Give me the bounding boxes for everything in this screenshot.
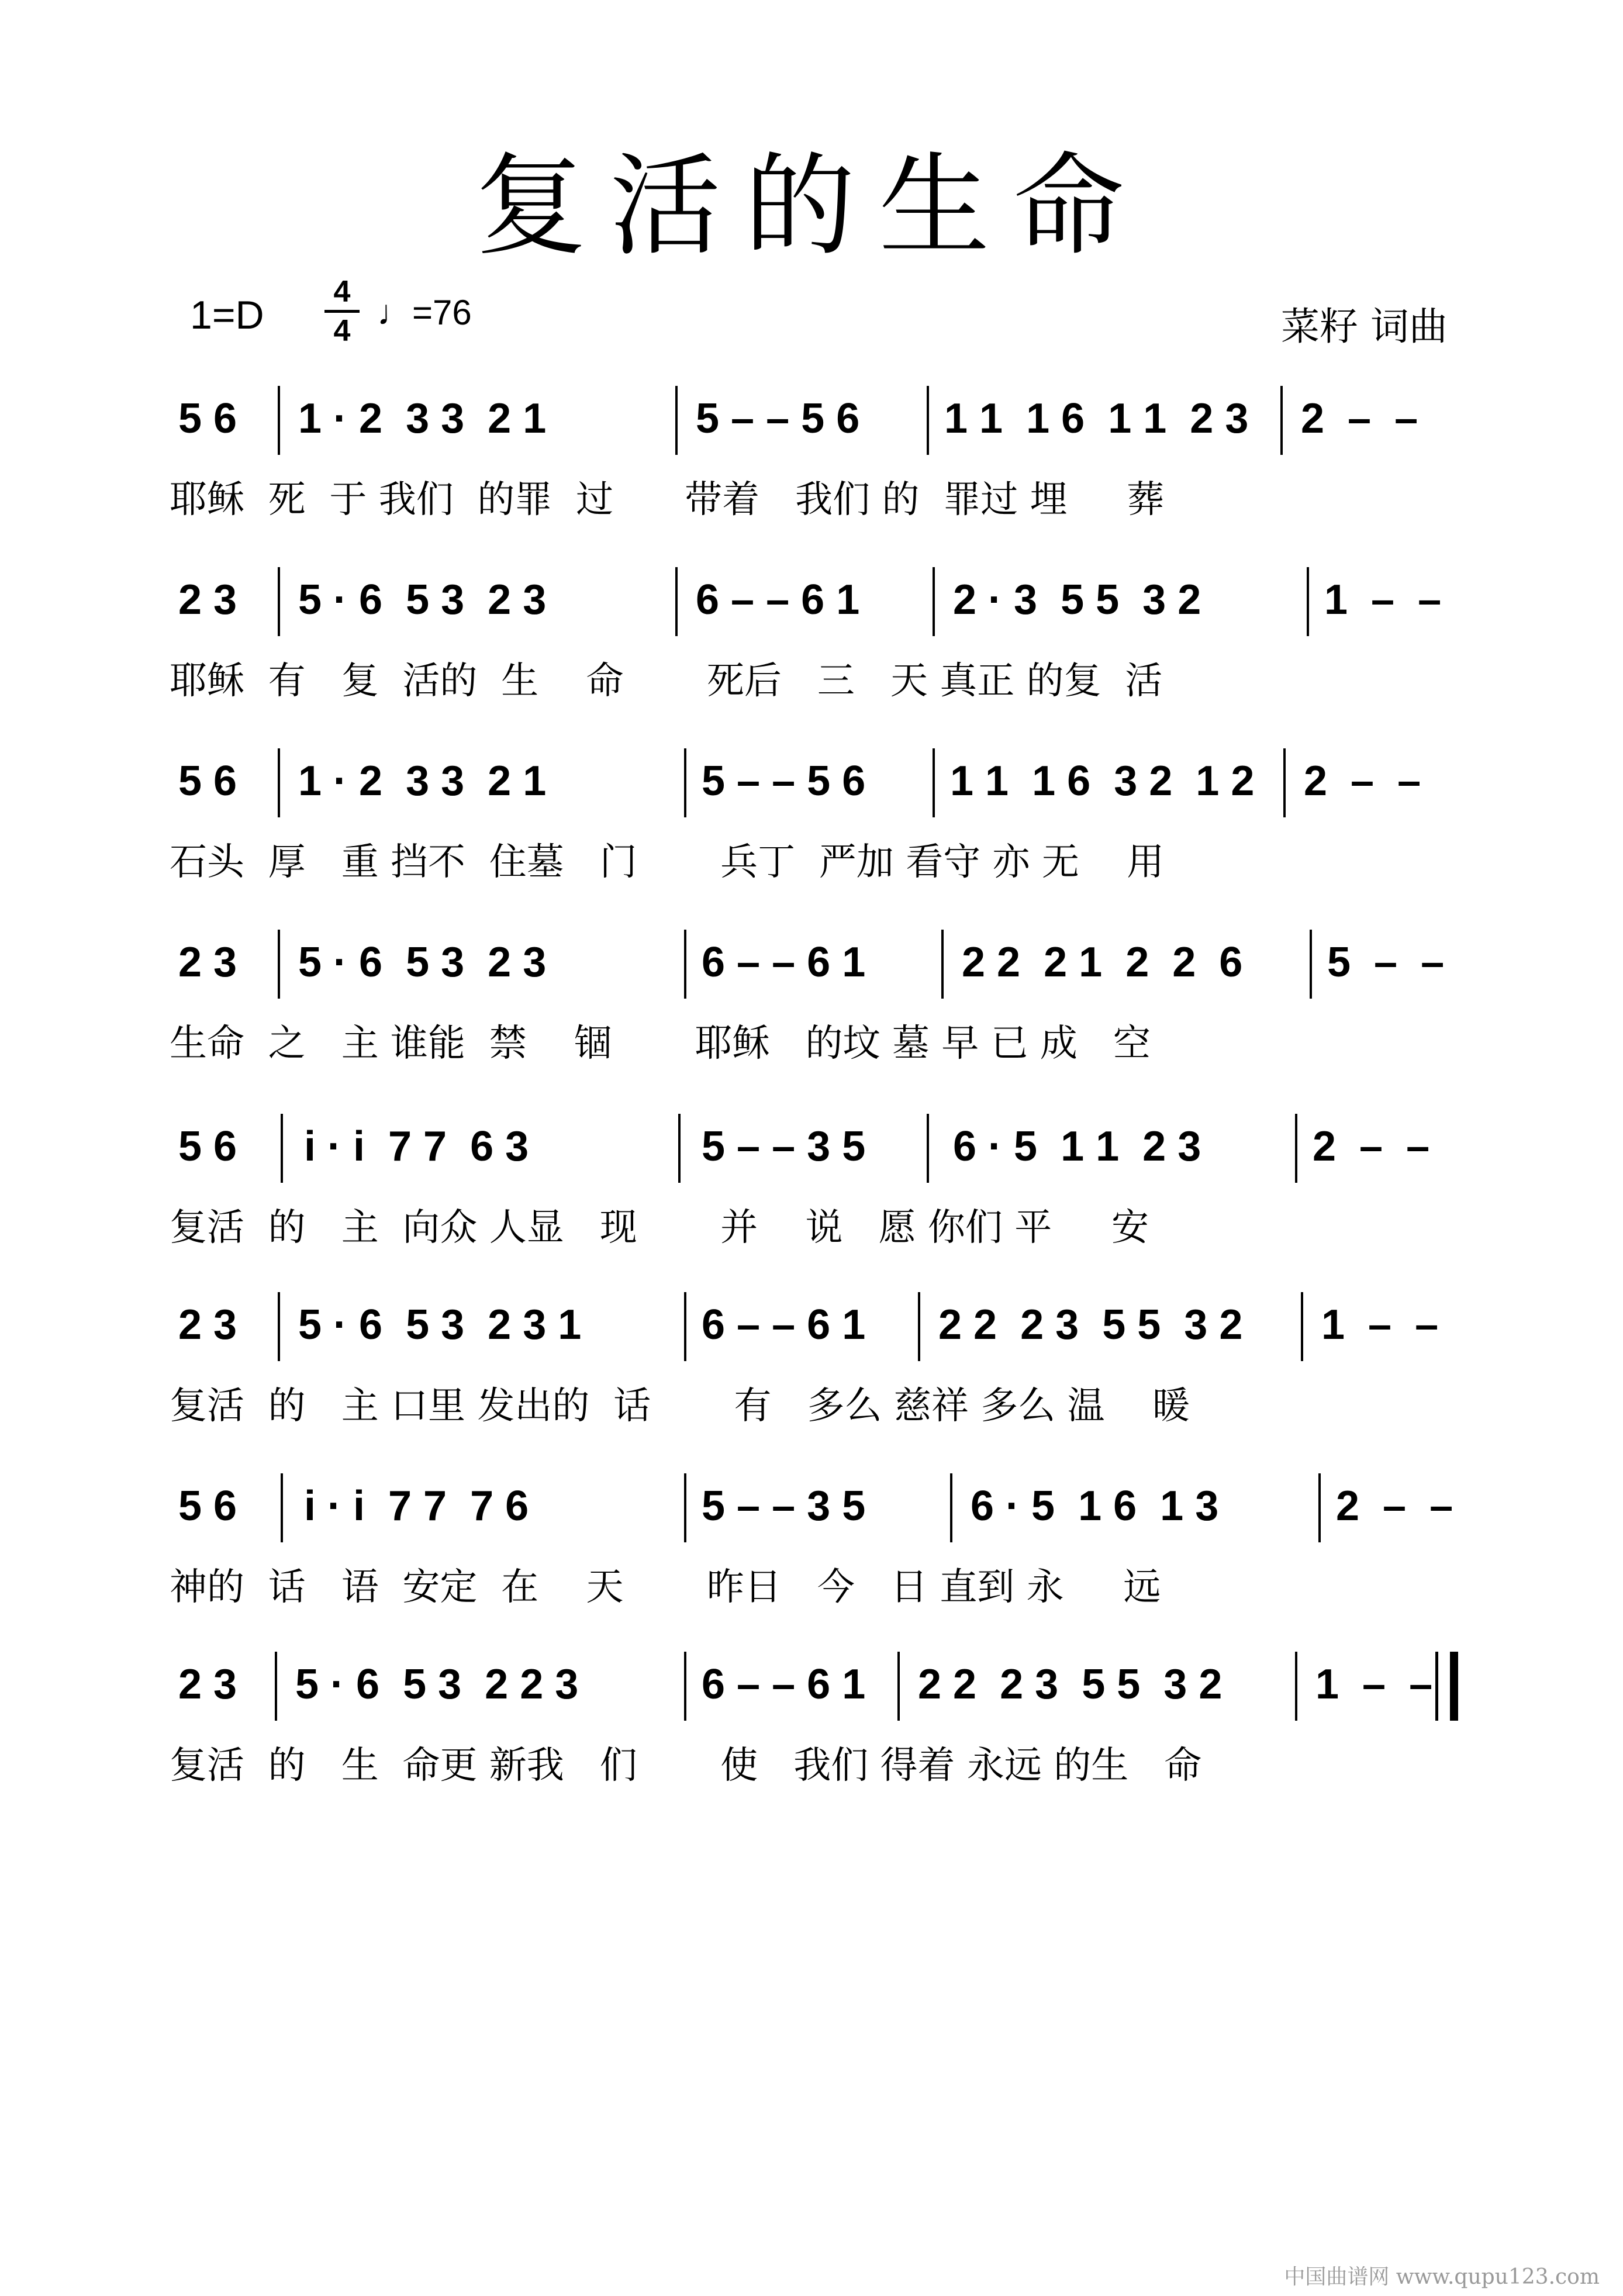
barline xyxy=(1283,748,1286,817)
barline xyxy=(684,1292,686,1361)
lyric-line: 耶稣 死 于 我们 的罪 过 带着 我们 的 罪过 埋 葬 xyxy=(170,478,1165,522)
meter-bottom: 4 xyxy=(333,314,351,348)
measure: 6 – – 6 1 xyxy=(696,576,860,623)
barline xyxy=(281,1473,283,1542)
measure: 5 – – 3 5 xyxy=(702,1483,866,1529)
barline xyxy=(933,567,935,636)
music-system xyxy=(0,1663,1623,1839)
measure: 5 – – xyxy=(1327,939,1445,986)
lyric-line: 石头 厚 重 挡不 住墓 门 兵丁 严加 看守 亦 无 用 xyxy=(170,841,1165,884)
lyric-line: 神的 话 语 安定 在 天 昨日 今 日 直到 永 远 xyxy=(170,1566,1161,1609)
measure: 2 2 2 3 5 5 3 2 xyxy=(918,1661,1223,1708)
composer-credit: 菜籽 词曲 xyxy=(1281,304,1448,349)
measure: 2 – – xyxy=(1301,395,1418,442)
barline xyxy=(1295,1652,1297,1721)
barline xyxy=(933,748,935,817)
pickup-measure: 2 3 xyxy=(178,1661,237,1708)
lyric-line: 生命 之 主 谁能 禁 锢 耶稣 的坟 墓 早 已 成 空 xyxy=(170,1022,1151,1065)
measure: 6 – – 6 1 xyxy=(702,1301,866,1348)
barline xyxy=(1295,1114,1297,1183)
pickup-measure: 2 3 xyxy=(178,576,237,623)
barline xyxy=(275,1652,277,1721)
measure: 2 – – xyxy=(1336,1483,1453,1529)
pickup-measure: 5 6 xyxy=(178,758,237,805)
measure: 1 – – xyxy=(1315,1661,1433,1708)
measure: i · i 7 7 6 3 xyxy=(304,1123,529,1170)
key-signature: 1=D xyxy=(190,293,264,337)
measure: 6 – – 6 1 xyxy=(702,1661,866,1708)
final-barline-thin xyxy=(1435,1652,1438,1721)
barline xyxy=(950,1473,952,1542)
measure: 5 · 6 5 3 2 3 xyxy=(298,576,547,623)
pickup-measure: 5 6 xyxy=(178,1483,237,1529)
page-title: 复活的生命 xyxy=(475,141,1148,271)
barline xyxy=(918,1292,920,1361)
measure: 5 – – 5 6 xyxy=(696,395,860,442)
music-system xyxy=(0,1301,1623,1479)
music-system xyxy=(0,395,1623,573)
measure: 5 · 6 5 3 2 3 xyxy=(298,939,547,986)
site-watermark: 中国曲谱网 www.qupu123.com xyxy=(1284,2265,1600,2289)
measure: 5 · 6 5 3 2 2 3 xyxy=(295,1661,579,1708)
barline xyxy=(1280,386,1283,455)
barline xyxy=(1307,567,1309,636)
meter-top: 4 xyxy=(333,275,351,309)
barline xyxy=(927,386,929,455)
barline xyxy=(684,1473,686,1542)
barline xyxy=(675,567,678,636)
music-system xyxy=(0,1485,1623,1660)
music-system xyxy=(0,941,1623,1117)
lyric-line: 复活 的 主 向众 人显 现 并 说 愿 你们 平 安 xyxy=(170,1206,1149,1249)
measure: 1 1 1 6 1 1 2 3 xyxy=(944,395,1249,442)
pickup-measure: 2 3 xyxy=(178,1301,237,1348)
measure: 6 – – 6 1 xyxy=(702,939,866,986)
barline xyxy=(281,1114,283,1183)
measure: 1 1 1 6 3 2 1 2 xyxy=(950,758,1255,805)
barline xyxy=(1310,930,1312,999)
barline xyxy=(278,567,280,636)
measure: 2 2 2 1 2 2 6 xyxy=(962,939,1243,986)
tempo-marking: ♩=76 xyxy=(377,293,472,332)
music-system xyxy=(0,576,1623,754)
barline xyxy=(1301,1292,1303,1361)
measure: 5 – – 5 6 xyxy=(702,758,866,805)
music-system xyxy=(0,760,1623,935)
lyric-line: 耶稣 有 复 活的 生 命 死后 三 天 真正 的复 活 xyxy=(170,660,1163,703)
meter-divider xyxy=(324,310,360,313)
barline xyxy=(278,1292,280,1361)
measure: 1 – – xyxy=(1324,576,1442,623)
barline xyxy=(678,1114,681,1183)
time-signature xyxy=(324,275,360,348)
lyric-line: 复活 的 生 命更 新我 们 使 我们 得着 永远 的生 命 xyxy=(170,1744,1202,1787)
measure: 2 – – xyxy=(1304,758,1421,805)
pickup-measure: 5 6 xyxy=(178,395,237,442)
barline xyxy=(941,930,944,999)
measure: 1 – – xyxy=(1321,1301,1439,1348)
measure: 1 · 2 3 3 2 1 xyxy=(298,758,547,805)
measure: 2 – – xyxy=(1313,1123,1430,1170)
barline xyxy=(1318,1473,1321,1542)
barline xyxy=(897,1652,900,1721)
measure: 5 – – 3 5 xyxy=(702,1123,866,1170)
barline xyxy=(278,386,280,455)
barline xyxy=(278,748,280,817)
music-system xyxy=(0,1125,1623,1301)
measure: 1 · 2 3 3 2 1 xyxy=(298,395,547,442)
pickup-measure: 2 3 xyxy=(178,939,237,986)
barline xyxy=(927,1114,929,1183)
barline xyxy=(278,930,280,999)
measure: 6 · 5 1 6 1 3 xyxy=(971,1483,1219,1529)
pickup-measure: 5 6 xyxy=(178,1123,237,1170)
lyric-line: 复活 的 主 口里 发出的 话 有 多么 慈祥 多么 温 暖 xyxy=(170,1384,1190,1428)
measure: 2 · 3 5 5 3 2 xyxy=(953,576,1201,623)
final-barline-thick xyxy=(1450,1652,1458,1721)
barline xyxy=(684,748,686,817)
measure: 6 · 5 1 1 2 3 xyxy=(953,1123,1201,1170)
barline xyxy=(684,930,686,999)
measure: i · i 7 7 7 6 xyxy=(304,1483,529,1529)
measure: 5 · 6 5 3 2 3 1 xyxy=(298,1301,582,1348)
measure: 2 2 2 3 5 5 3 2 xyxy=(938,1301,1243,1348)
barline xyxy=(684,1652,686,1721)
barline xyxy=(675,386,678,455)
